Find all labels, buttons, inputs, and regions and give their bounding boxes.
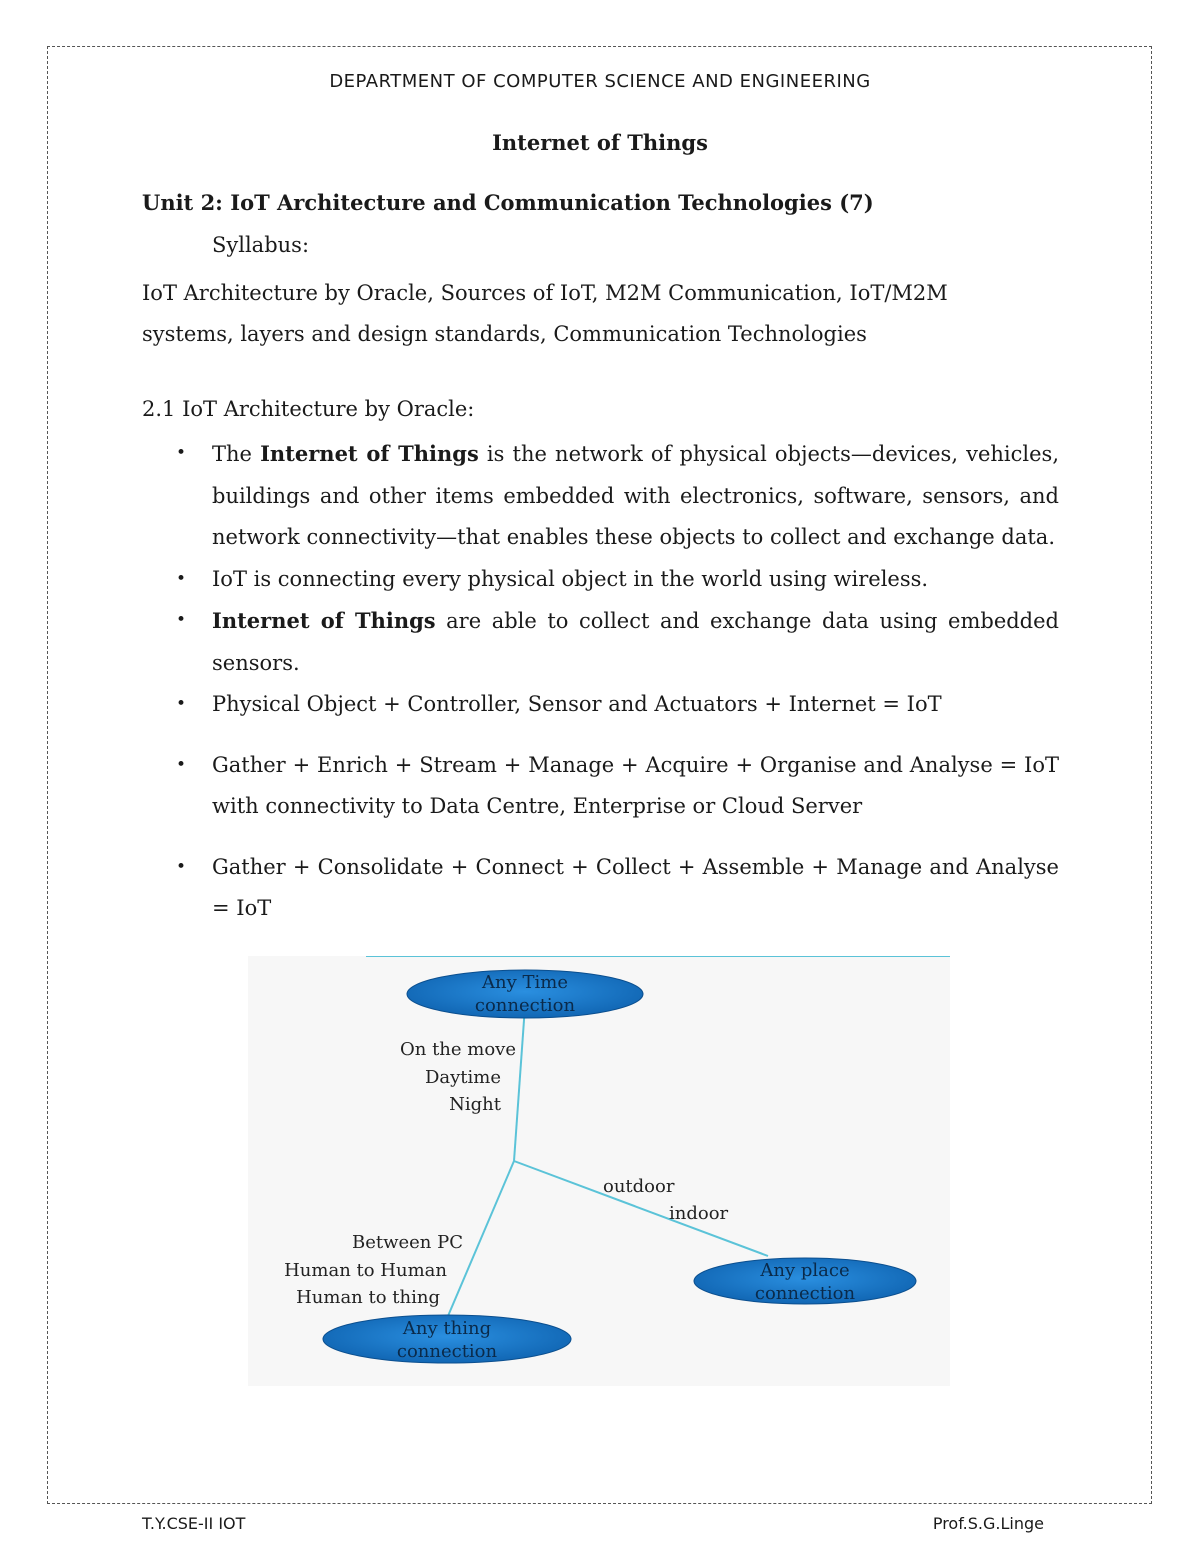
bullet-text: Gather + Enrich + Stream + Manage + Acquire + Organise and Analyse = IoT with connectivity to Data Centre, Enterprise or Cloud Server bbox=[212, 752, 1059, 818]
bullet-item bbox=[212, 600, 1059, 684]
thing-label-between-pc: Between PC bbox=[351, 1232, 463, 1253]
syllabus-line-2: systems, layers and design standards, Communication Technologies bbox=[142, 322, 867, 346]
place-label-outdoor: outdoor bbox=[603, 1176, 675, 1197]
bullet-text: are able to collect and exchange data using embedded sensors. bbox=[212, 609, 1059, 675]
bullet-item bbox=[212, 847, 1059, 930]
time-label-on-the-move: On the move bbox=[400, 1039, 516, 1060]
bullet-text: is the network of physical objects—devices, vehicles, buildings and other items embedded with electronics, software, sensors, and network connectivity—that enables these objects to collect and exchange data. bbox=[212, 442, 1059, 549]
syllabus-heading: Syllabus: bbox=[212, 233, 310, 257]
bullet-item bbox=[212, 433, 1059, 559]
any-time-line1: Any Time bbox=[482, 972, 568, 993]
bullet-bold-term: Internet of Things bbox=[212, 608, 436, 633]
bullet-text: IoT is connecting every physical object in the world using wireless. bbox=[212, 566, 929, 591]
diagram-background bbox=[248, 956, 950, 1386]
time-label-night: Night bbox=[449, 1094, 501, 1115]
node-any-thing bbox=[323, 1315, 571, 1363]
footer-course: T.Y.CSE-II IOT bbox=[142, 1514, 246, 1533]
bullet-text: Gather + Consolidate + Connect + Collect + Assemble + Manage and Analyse = IoT bbox=[212, 854, 1059, 920]
thing-label-human-to-human: Human to Human bbox=[284, 1260, 447, 1281]
course-title: Internet of Things bbox=[492, 130, 708, 155]
any-thing-line2: connection bbox=[396, 1341, 498, 1362]
any-place-line1: Any place bbox=[760, 1260, 850, 1281]
node-any-time bbox=[407, 970, 643, 1018]
bullet-text: The bbox=[212, 442, 261, 466]
unit-title: Unit 2: IoT Architecture and Communication Technologies (7) bbox=[142, 190, 874, 215]
bullet-list bbox=[212, 433, 1059, 930]
anytime-anyplace-anything-diagram bbox=[248, 956, 950, 1386]
any-place-line2: connection bbox=[754, 1283, 856, 1304]
department-header: DEPARTMENT OF COMPUTER SCIENCE AND ENGINEERING bbox=[329, 71, 871, 92]
place-label-indoor: indoor bbox=[669, 1203, 729, 1224]
bullet-item bbox=[212, 684, 1059, 726]
footer-author: Prof.S.G.Linge bbox=[932, 1514, 1044, 1533]
section-title: 2.1 IoT Architecture by Oracle: bbox=[142, 397, 475, 421]
bullet-text: Physical Object + Controller, Sensor and Actuators + Internet = IoT bbox=[212, 692, 942, 716]
bullet-item bbox=[212, 745, 1059, 828]
any-thing-line1: Any thing bbox=[402, 1318, 492, 1339]
bullet-bold-term: Internet of Things bbox=[260, 441, 479, 466]
bullet-item bbox=[212, 559, 1059, 601]
any-time-line2: connection bbox=[474, 995, 576, 1016]
syllabus-line-1: IoT Architecture by Oracle, Sources of IoT, M2M Communication, IoT/M2M bbox=[142, 281, 948, 305]
time-label-daytime: Daytime bbox=[424, 1067, 501, 1088]
syllabus-body bbox=[142, 273, 1042, 355]
node-any-place bbox=[694, 1258, 916, 1304]
thing-label-human-to-thing: Human to thing bbox=[296, 1287, 440, 1308]
